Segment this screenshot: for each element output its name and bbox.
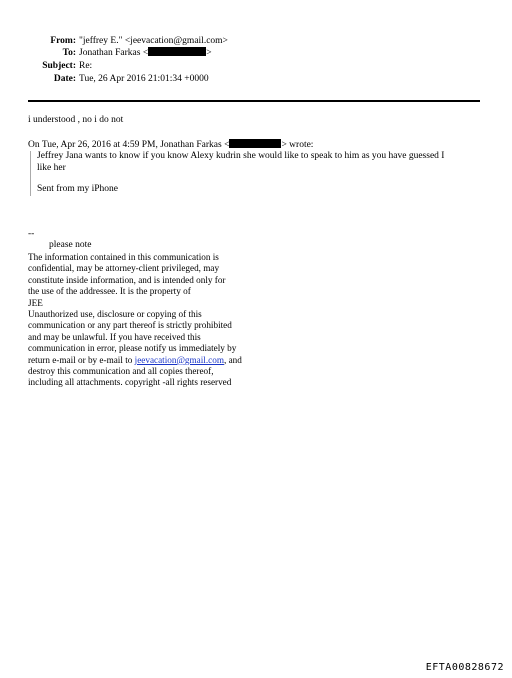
quote-intro <box>28 139 313 152</box>
disclaimer-line: constitute inside information, and is intended only for <box>28 274 226 285</box>
date-value: Tue, 26 Apr 2016 21:01:34 +0000 <box>79 74 209 84</box>
reply-text: i understood , no i do not <box>28 115 124 125</box>
from-value: "jeffrey E." <jeevacation@gmail.com> <box>79 36 228 46</box>
to-row <box>0 47 212 59</box>
disclaimer-line: Unauthorized use, disclosure or copying of this <box>28 309 202 320</box>
redaction-box <box>148 47 206 56</box>
disclaimer-line-with-link <box>28 355 242 366</box>
header-divider <box>28 100 480 102</box>
link-prefix: return e-mail or by e-mail to <box>28 354 135 365</box>
subject-label: Subject: <box>42 61 76 71</box>
disclaimer-line: The information contained in this communication is <box>28 252 219 262</box>
bates-number: EFTA00828672 <box>425 662 504 673</box>
signature: Sent from my iPhone <box>37 184 119 194</box>
link-suffix: , and <box>223 354 242 365</box>
quote-line-1: Jeffrey Jana wants to know if you know Alexy kudrin she would like to speak to him as you have guessed I <box>37 151 445 161</box>
disclaimer-block <box>28 252 242 389</box>
please-note: please note <box>49 240 92 250</box>
date-label: Date: <box>53 74 76 84</box>
to-value-suffix: > <box>206 48 212 58</box>
quote-intro-suffix: > wrote: <box>281 140 314 150</box>
disclaimer-line: including all attachments. copyright -all rights reserved <box>28 377 232 388</box>
from-row <box>0 35 228 47</box>
from-label: From: <box>50 36 76 46</box>
quote-bar <box>30 151 31 196</box>
signature-dashes: -- <box>28 229 35 239</box>
subject-row <box>0 60 92 72</box>
subject-value: Re: <box>79 61 93 71</box>
quote-intro-prefix: On Tue, Apr 26, 2016 at 4:59 PM, Jonathan Farkas < <box>28 140 230 150</box>
redaction-box <box>229 139 281 148</box>
disclaimer-line: and may be unlawful. If you have received this <box>28 331 201 342</box>
date-row <box>0 73 209 85</box>
disclaimer-line: JEE <box>28 297 43 308</box>
disclaimer-line: communication in error, please notify us immediately by <box>28 343 237 354</box>
to-label: To: <box>62 48 76 58</box>
disclaimer-line: destroy this communication and all copies thereof, <box>28 366 214 377</box>
disclaimer-line: confidential, may be attorney-client privileged, may <box>28 263 220 274</box>
to-value-prefix: Jonathan Farkas < <box>79 48 149 58</box>
quote-line-2: like her <box>37 163 66 173</box>
email-link[interactable]: jeevacation@gmail.com <box>134 354 224 365</box>
disclaimer-line: communication or any part thereof is strictly prohibited <box>28 320 232 331</box>
disclaimer-line: the use of the addressee. It is the property of <box>28 286 191 297</box>
